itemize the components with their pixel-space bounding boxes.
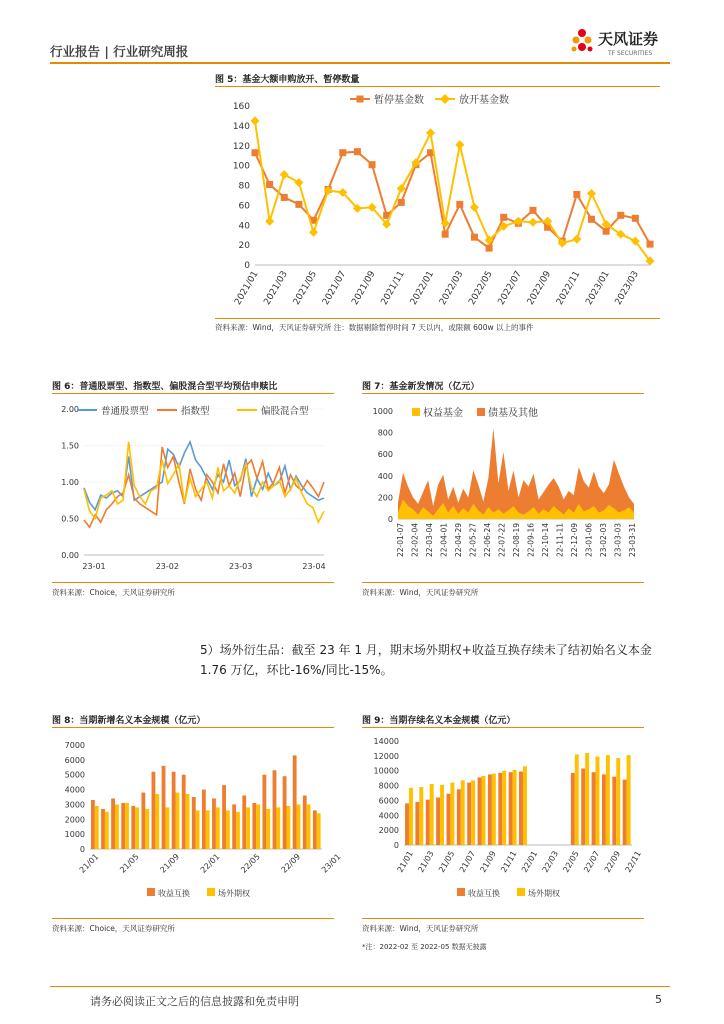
series-marker	[647, 241, 654, 248]
bar	[165, 807, 169, 849]
series-marker	[528, 218, 537, 227]
bar	[152, 772, 156, 849]
bar	[297, 804, 301, 849]
series-marker	[266, 181, 273, 188]
bar	[273, 770, 277, 849]
fig8-title-rule	[52, 727, 334, 728]
x-tick-label: 2021/11	[379, 269, 407, 307]
legend-label: 指数型	[181, 406, 210, 417]
y-tick-label: 120	[232, 141, 250, 152]
fig5-chart	[215, 90, 660, 318]
fig8-bottom-rule	[52, 918, 334, 919]
y-tick-label: 140	[232, 121, 250, 132]
bar	[612, 777, 616, 845]
y-tick-label: 2000	[378, 826, 399, 836]
x-tick-label: 22-06-24	[483, 523, 492, 558]
fig7-title: 图 7：基金新发情况（亿元）	[362, 382, 480, 392]
x-tick-label: 22-04-01	[439, 523, 449, 558]
bar	[616, 758, 620, 845]
series-marker	[339, 149, 346, 156]
series-marker	[587, 189, 596, 198]
x-tick-label: 22/01	[519, 849, 540, 874]
fig9-bottom-rule	[362, 918, 644, 919]
bar	[461, 780, 465, 845]
bar	[286, 806, 290, 849]
fig7-chart	[362, 397, 644, 580]
series-marker	[442, 231, 449, 238]
y-tick-label: 14000	[373, 737, 399, 746]
bar	[186, 794, 190, 849]
footer-rule	[50, 986, 670, 987]
series-area-1	[398, 428, 634, 519]
x-tick-label: 21/05	[437, 849, 457, 874]
x-tick-label: 2022/01	[408, 269, 437, 307]
fig8-source: 资料来源：Choice，天风证券研究所	[52, 924, 175, 933]
bar	[581, 768, 585, 845]
x-tick-label: 22-05-27	[468, 523, 478, 558]
bar	[623, 780, 627, 845]
footer-disclaimer: 请务必阅读正文之后的信息披露和免责申明	[90, 995, 299, 1008]
legend-label: 收益互换	[158, 889, 190, 898]
x-tick-label: 23-01-06	[584, 523, 594, 558]
x-tick-label: 22-09-16	[526, 523, 536, 558]
tf-logo-icon	[568, 22, 678, 62]
x-tick-label: 21/01	[77, 852, 101, 875]
fig6-title: 图 6：普通股票型、指数型、偏股混合型平均预估申赎比	[52, 382, 278, 392]
bar	[141, 793, 145, 849]
x-tick-label: 2022/11	[555, 269, 583, 307]
x-tick-label: 21/03	[416, 849, 436, 874]
x-tick-label: 22/03	[540, 849, 561, 874]
x-tick-label: 21/01	[395, 849, 415, 874]
x-tick-label: 21/07	[457, 849, 478, 874]
bar	[91, 800, 95, 849]
fig6-chart	[52, 397, 334, 580]
y-tick-label: 4000	[64, 785, 85, 795]
x-tick-label: 23-04	[302, 562, 326, 571]
legend-swatch	[412, 408, 420, 416]
bar	[121, 803, 125, 849]
y-tick-label: 4000	[378, 811, 399, 821]
x-tick-label: 21/09	[478, 849, 498, 874]
legend-swatch	[457, 888, 465, 896]
bar	[212, 798, 216, 849]
y-tick-label: 600	[377, 450, 393, 460]
x-tick-label: 21/11	[499, 849, 519, 874]
bar	[202, 790, 206, 849]
x-tick-label: 22-02-04	[410, 523, 420, 558]
x-tick-label: 22-03-04	[425, 523, 434, 558]
series-marker	[309, 228, 318, 237]
bar	[266, 809, 270, 849]
bar	[467, 783, 471, 845]
bar	[430, 784, 434, 845]
x-tick-label: 22-04-29	[454, 523, 463, 558]
x-tick-label: 22/05	[239, 852, 262, 875]
series-marker	[529, 207, 536, 214]
x-tick-label: 23/01	[319, 852, 343, 875]
series-marker	[369, 161, 376, 168]
x-tick-label: 22/07	[582, 849, 602, 874]
fig9-title: 图 9：当期存续名义本金规模（亿元）	[362, 716, 516, 726]
legend-label: 权益基金	[423, 408, 463, 419]
bar	[131, 806, 135, 849]
bar	[145, 809, 149, 849]
bar	[256, 804, 260, 849]
bar	[450, 783, 454, 845]
bar	[162, 766, 166, 849]
x-tick-label: 22-07-22	[497, 523, 507, 558]
bar	[317, 813, 321, 849]
y-tick-label: 160	[232, 102, 250, 112]
bar	[246, 807, 250, 849]
header-rule	[50, 62, 670, 64]
bar	[585, 753, 589, 845]
bar	[409, 788, 413, 845]
fig6-source: 资料来源：Choice，天风证券研究所	[52, 588, 175, 597]
bar	[488, 774, 492, 845]
legend-marker	[357, 96, 364, 103]
bar	[471, 780, 475, 845]
y-tick-label: 80	[238, 181, 250, 192]
fig9-note: *注：2022-02 至 2022-05 数据无披露	[362, 943, 487, 951]
y-tick-label: 7000	[64, 741, 85, 750]
legend-label: 场外期权	[218, 889, 250, 898]
legend-label: 收益互换	[468, 889, 500, 898]
x-tick-label: 22-11-11	[555, 523, 565, 558]
fig9-chart	[362, 731, 644, 916]
bar	[457, 789, 461, 845]
bar	[419, 787, 423, 845]
series-marker	[252, 149, 259, 156]
legend-label: 普通股票型	[101, 406, 149, 417]
bar	[415, 802, 419, 845]
legend-marker	[440, 94, 450, 104]
fig6-title-rule	[52, 393, 334, 394]
bar	[307, 804, 311, 849]
series-marker	[455, 140, 464, 149]
bar	[232, 804, 236, 849]
bar	[283, 776, 287, 849]
page-number: 5	[655, 993, 662, 1006]
series-line-1	[84, 447, 324, 527]
y-tick-label: 2000	[64, 815, 85, 825]
bar	[252, 803, 256, 849]
fig5-title: 图 5：基金大额申购放开、暂停数量	[215, 75, 360, 85]
bar	[222, 785, 226, 849]
bar	[627, 755, 631, 845]
x-tick-label: 23-02-03	[599, 523, 608, 558]
series-marker	[588, 216, 595, 223]
report-header: 行业报告 | 行业研究周报	[50, 44, 189, 59]
x-tick-label: 2023/03	[613, 269, 641, 307]
y-tick-label: 40	[238, 221, 250, 232]
series-marker	[265, 217, 274, 226]
bar	[596, 757, 600, 845]
bar	[606, 755, 610, 845]
y-tick-label: 1.50	[61, 441, 79, 451]
bar	[592, 772, 596, 845]
bar	[502, 771, 506, 845]
y-tick-label: 0.00	[61, 551, 79, 560]
series-marker	[295, 201, 302, 208]
y-tick-label: 200	[377, 493, 393, 503]
bar	[262, 775, 266, 849]
bar	[405, 803, 409, 845]
y-tick-label: 0	[387, 515, 393, 524]
y-tick-label: 6000	[378, 796, 399, 806]
x-tick-label: 2021/03	[262, 269, 290, 307]
series-marker	[617, 212, 624, 219]
bar	[101, 809, 105, 849]
x-tick-label: 21/05	[118, 852, 141, 875]
legend-label: 债基及其他	[488, 408, 538, 419]
series-marker	[294, 178, 303, 187]
bar	[575, 754, 579, 845]
x-tick-label: 2022/05	[467, 269, 495, 307]
series-line-0	[84, 442, 324, 510]
bar	[196, 810, 200, 849]
x-tick-label: 23-03-31	[628, 523, 637, 558]
bar	[313, 810, 317, 849]
bar	[206, 810, 210, 849]
series-marker	[354, 148, 361, 155]
legend-label: 场外期权	[528, 889, 560, 898]
bar	[242, 796, 246, 849]
x-tick-label: 2022/09	[525, 269, 554, 307]
bar	[125, 803, 129, 849]
y-tick-label: 1000	[64, 830, 85, 840]
series-marker	[281, 194, 288, 201]
bar	[440, 785, 444, 845]
legend-swatch	[477, 408, 485, 416]
legend-label: 放开基金数	[459, 95, 509, 106]
bar	[509, 772, 513, 845]
series-marker	[471, 234, 478, 241]
x-tick-label: 2022/07	[496, 269, 524, 307]
bar	[176, 793, 180, 849]
series-marker	[500, 214, 507, 221]
y-tick-label: 6000	[64, 755, 85, 765]
series-marker	[398, 199, 405, 206]
series-marker	[251, 116, 260, 125]
fig5-title-rule	[215, 86, 660, 87]
legend-swatch	[147, 888, 155, 896]
x-tick-label: 22/01	[198, 852, 222, 875]
y-tick-label: 3000	[64, 800, 85, 810]
series-marker	[456, 201, 463, 208]
fig9-source: 资料来源：Wind，天风证券研究所	[362, 924, 479, 933]
bar	[303, 796, 307, 849]
series-marker	[486, 245, 493, 252]
y-tick-label: 10000	[373, 766, 399, 776]
bar	[571, 773, 575, 845]
x-tick-label: 22/05	[561, 849, 581, 874]
fig8-title: 图 8：当期新增名义本金规模（亿元）	[52, 716, 206, 726]
x-tick-label: 2021/07	[321, 269, 349, 307]
series-marker	[603, 228, 610, 235]
fig7-bottom-rule	[362, 582, 644, 583]
x-tick-label: 21/09	[158, 852, 182, 875]
fig7-title-rule	[362, 393, 644, 394]
y-tick-label: 12000	[373, 751, 399, 761]
y-tick-label: 2.00	[61, 405, 79, 414]
x-tick-label: 22/09	[279, 852, 303, 875]
fig8-chart	[52, 731, 343, 916]
x-tick-label: 23-03	[229, 562, 253, 571]
x-tick-label: 22-10-14	[541, 523, 550, 558]
bar	[105, 812, 109, 849]
bar	[216, 807, 220, 849]
series-marker	[426, 128, 435, 137]
y-tick-label: 400	[377, 471, 393, 481]
brand-logo	[568, 22, 678, 62]
legend-swatch	[207, 888, 215, 896]
bar	[519, 771, 523, 845]
y-tick-label: 0	[244, 261, 250, 271]
y-tick-label: 0.50	[61, 514, 79, 524]
bar	[182, 775, 186, 849]
legend-swatch	[517, 888, 525, 896]
bar	[513, 770, 517, 845]
x-tick-label: 22-01-07	[396, 523, 405, 558]
bar	[226, 810, 230, 849]
series-marker	[470, 203, 479, 212]
bar	[436, 797, 440, 845]
bar	[446, 794, 450, 845]
bar	[492, 774, 496, 845]
x-tick-label: 2021/09	[350, 269, 378, 307]
y-tick-label: 0	[393, 841, 399, 850]
y-tick-label: 100	[232, 161, 250, 172]
y-tick-label: 20	[238, 241, 250, 252]
body-paragraph: 5）场外衍生品：截至 23 年 1 月，期末场外期权+收益互换存续未了结初始名义本金 1.76 万亿，环比-16%/同比-15%。	[200, 643, 652, 677]
bar	[115, 804, 119, 849]
bar	[95, 806, 99, 849]
y-tick-label: 800	[377, 428, 393, 438]
x-tick-label: 2022/03	[438, 269, 466, 307]
y-tick-label: 0	[79, 845, 85, 854]
fig9-title-rule	[362, 727, 644, 728]
bar	[172, 772, 176, 849]
bar	[236, 812, 240, 849]
fig7-source: 资料来源：Wind，天风证券研究所	[362, 588, 479, 597]
y-tick-label: 5000	[64, 770, 85, 780]
x-tick-label: 22/09	[602, 849, 623, 874]
fig6-bottom-rule	[52, 582, 334, 583]
x-tick-label: 2023/01	[584, 269, 612, 307]
bar	[276, 807, 280, 849]
bar	[426, 800, 430, 845]
series-marker	[632, 215, 639, 222]
series-marker	[573, 191, 580, 198]
x-tick-label: 2021/05	[291, 269, 320, 307]
series-marker	[572, 235, 581, 244]
x-tick-label: 23-03-03	[613, 523, 623, 558]
bar	[478, 777, 482, 845]
bar	[111, 798, 115, 849]
x-tick-label: 22-12-09	[570, 523, 579, 558]
bar	[192, 797, 196, 849]
x-tick-label: 23-02	[155, 562, 179, 571]
bar	[498, 773, 502, 845]
y-tick-label: 60	[238, 201, 250, 212]
x-tick-label: 22-08-19	[512, 523, 521, 558]
y-tick-label: 1.00	[61, 478, 79, 487]
legend-label: 偏股混合型	[261, 406, 309, 417]
x-tick-label: 22/11	[623, 849, 643, 874]
y-tick-label: 8000	[378, 781, 399, 791]
bar	[482, 776, 486, 845]
bar	[135, 807, 139, 849]
bar	[523, 766, 527, 845]
svg-text:天风证券: 天风证券	[598, 30, 659, 48]
y-tick-label: 1000	[372, 407, 393, 416]
series-marker	[280, 170, 289, 179]
bar	[602, 774, 606, 845]
fig5-source: 资料来源：Wind，天风证券研究所 注：数据剔除暂停时间 7 天以内，或限额 600w 以上的事件	[215, 323, 534, 332]
bar	[293, 755, 297, 849]
legend-label: 暂停基金数	[374, 95, 424, 106]
bar	[155, 794, 159, 849]
svg-text:TF SECURITIES: TF SECURITIES	[608, 50, 653, 57]
fig5-bottom-rule	[215, 318, 660, 319]
x-tick-label: 2021/01	[233, 269, 261, 307]
x-tick-label: 23-01	[82, 562, 106, 571]
